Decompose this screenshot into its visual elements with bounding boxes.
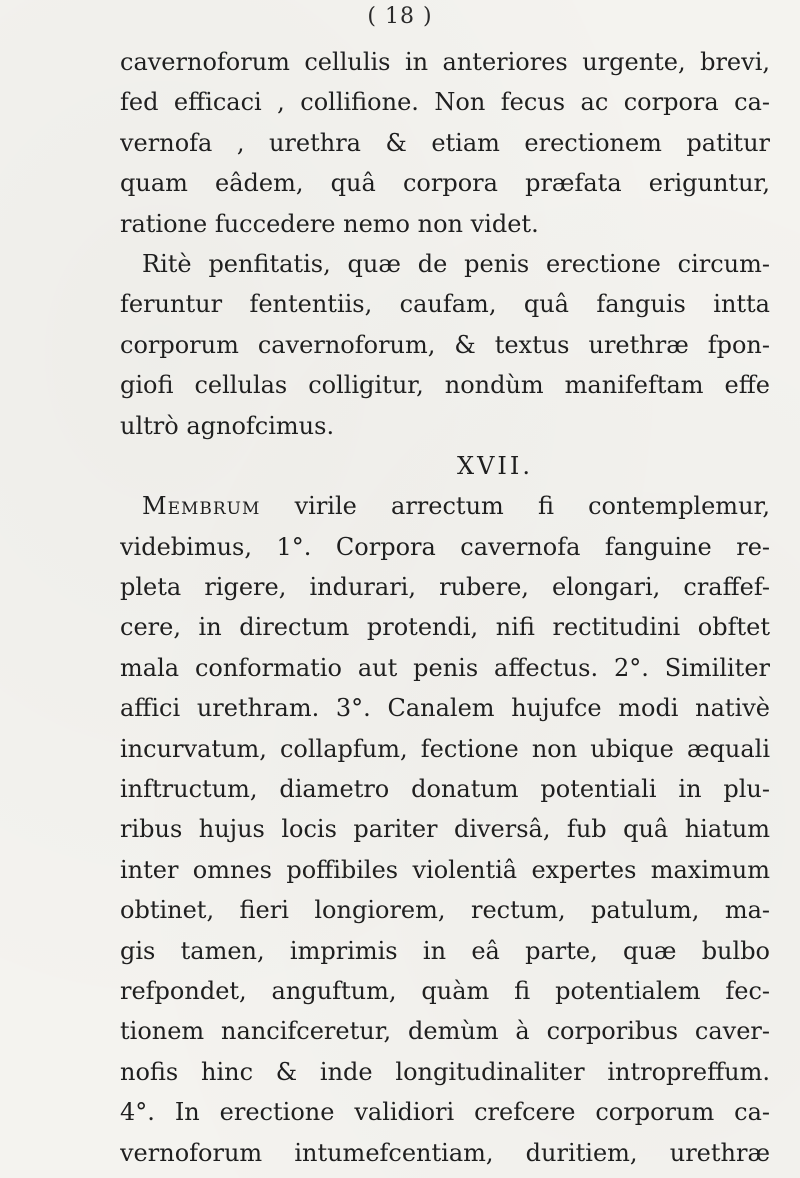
text-line: mala conformatio aut penis affectus. 2°. Similiter xyxy=(120,653,770,682)
text-line: feruntur fententiis, caufam, quâ fanguis intta xyxy=(120,290,770,319)
text-line: ratione fuccedere nemo non videt. xyxy=(120,209,539,238)
lead-word: Membrum xyxy=(142,492,261,521)
text-line: videbimus, 1°. Corpora cavernofa fanguine re- xyxy=(120,532,770,561)
section-number: XVII. xyxy=(456,451,533,480)
text-line: Ritè penfitatis, quæ de penis erectione circum- xyxy=(142,249,770,278)
text-line: inter omnes poffibiles violentiâ expertes maximum xyxy=(120,855,770,884)
text-line: quam eâdem, quâ corpora præfata eriguntur, xyxy=(120,169,770,198)
text-line: inftructum, diametro donatum potentiali in plu- xyxy=(120,775,770,804)
lead-line-rest: virile arrectum fi contemplemur, xyxy=(294,492,770,521)
text-line xyxy=(120,486,770,526)
text-line: 4°. In erectione validiori crefcere corporum ca- xyxy=(120,1098,770,1127)
page-number: ( 18 ) xyxy=(367,4,433,29)
text-line: refpondet, anguftum, quàm fi potentialem fec- xyxy=(120,976,770,1005)
text-line: incurvatum, collapfum, fectione non ubique æquali xyxy=(120,734,770,763)
text-line: ultrò agnofcimus. xyxy=(120,411,335,440)
text-line: cavernoforum cellulis in anteriores urgente, brevi, xyxy=(120,48,770,76)
text-line: affici urethram. 3°. Canalem hujufce modi nativè xyxy=(120,694,770,723)
text-line: obtinet, fieri longiorem, rectum, patulum, ma- xyxy=(120,896,770,925)
text-line: pleta rigere, indurari, rubere, elongari, craffef- xyxy=(120,573,770,602)
text-line: tionem nancifceretur, demùm à corporibus caver- xyxy=(120,1017,770,1046)
text-line: cere, in directum protendi, nifi rectitudini obftet xyxy=(120,613,770,642)
section-heading xyxy=(120,446,770,486)
text-line: vernofa , urethra & etiam erectionem patitur xyxy=(120,128,770,157)
body-text xyxy=(120,42,770,1173)
text-line: gis tamen, imprimis in eâ parte, quæ bulbo xyxy=(120,936,770,965)
text-line: giofi cellulas colligitur, nondùm manifeftam effe xyxy=(120,371,770,400)
text-line: ribus hujus locis pariter diversâ, fub quâ hiatum xyxy=(120,815,770,844)
text-line: corporum cavernoforum, & textus urethræ fpon- xyxy=(120,330,770,359)
text-line: vernoforum intumefcentiam, duritiem, urethræ xyxy=(120,1138,770,1167)
text-line: nofis hinc & inde longitudinaliter intropreffum. xyxy=(120,1057,770,1086)
text-line: fed efficaci , collifione. Non fecus ac corpora ca- xyxy=(120,88,770,117)
